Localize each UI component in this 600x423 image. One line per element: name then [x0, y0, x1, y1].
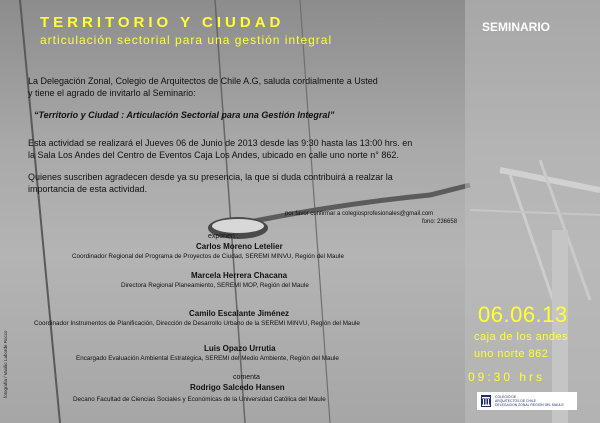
speakers-label: exponen : — [208, 233, 239, 240]
speaker-name: Camilo Escalante Jiménez — [189, 309, 290, 318]
seminar-title: TERRITORIO Y CIUDAD — [40, 14, 285, 31]
speaker-role: Coordinador Instrumentos de Planificación, Dirección de Desarrollo Urbano de la SEREMI MINVU, Región del Maule — [34, 320, 360, 327]
speaker-role: Encargado Evaluación Ambiental Estratégica, SEREMI del Medio Ambiente, Región del Maule — [76, 355, 339, 362]
seminar-badge: SEMINARIO — [482, 20, 551, 34]
seminar-subtitle: articulación sectorial para una gestión integral — [40, 33, 333, 47]
closing-line-1: Quienes suscriben agradecen desde ya su presencia, la que si duda contribuirá a realzar la — [28, 172, 393, 182]
architects-college-logo — [477, 392, 577, 410]
columns-icon — [481, 395, 491, 407]
details-line-1: Esta actividad se realizará el Jueves 06 de Junio de 2013 desde las 9:30 hasta las 13:00 hrs. en — [28, 138, 413, 148]
seminar-quote: “Territorio y Ciudad : Articulación Sectorial para una Gestión Integral” — [34, 110, 335, 120]
details-line-2: la Sala Los Andes del Centro de Eventos Caja Los Andes, ubicado en calle uno norte n° 862. — [28, 150, 399, 160]
invitation-line-1: La Delegación Zonal, Colegio de Arquitectos de Chile A.G, saluda cordialmente a Usted — [28, 76, 378, 86]
photo-credit: fotografía / Vasilio Laborde Rocco — [3, 330, 8, 398]
commentator-name: Rodrigo Salcedo Hansen — [190, 383, 285, 392]
event-time: 09:30 hrs — [468, 370, 546, 384]
commentator-label: comenta — [233, 374, 260, 381]
closing-line-2: importancia de esta actividad. — [28, 184, 148, 194]
speaker-name: Carlos Moreno Letelier — [196, 242, 283, 251]
speaker-role: Coordinador Regional del Programa de Proyectos de Ciudad, SEREMI MINVU, Región del Maule — [72, 253, 344, 260]
event-date: 06.06.13 — [478, 302, 568, 327]
rsvp-phone: fono: 236658 — [422, 219, 458, 225]
event-venue: caja de los andes — [474, 331, 569, 343]
event-address: uno norte 862 — [474, 348, 549, 360]
speaker-name: Luis Opazo Urrutia — [204, 344, 276, 353]
logo-text: COLEGIO DE ARQUITECTOS DE CHILE DELEGACION ZONAL REGION DEL MAULE — [495, 395, 564, 407]
speaker-name: Marcela Herrera Chacana — [191, 271, 288, 280]
rsvp-email: por favor confirmar a colegiosprofesionales@gmail.com — [285, 211, 434, 217]
invitation-line-2: y tiene el agrado de invitarlo al Seminario: — [28, 88, 196, 98]
commentator-role: Decano Facultad de Ciencias Sociales y Económicas de la Universidad Católica del Maule — [73, 396, 326, 403]
speaker-role: Directora Regional Planeamiento, SEREMI MOP, Región del Maule — [121, 282, 309, 289]
